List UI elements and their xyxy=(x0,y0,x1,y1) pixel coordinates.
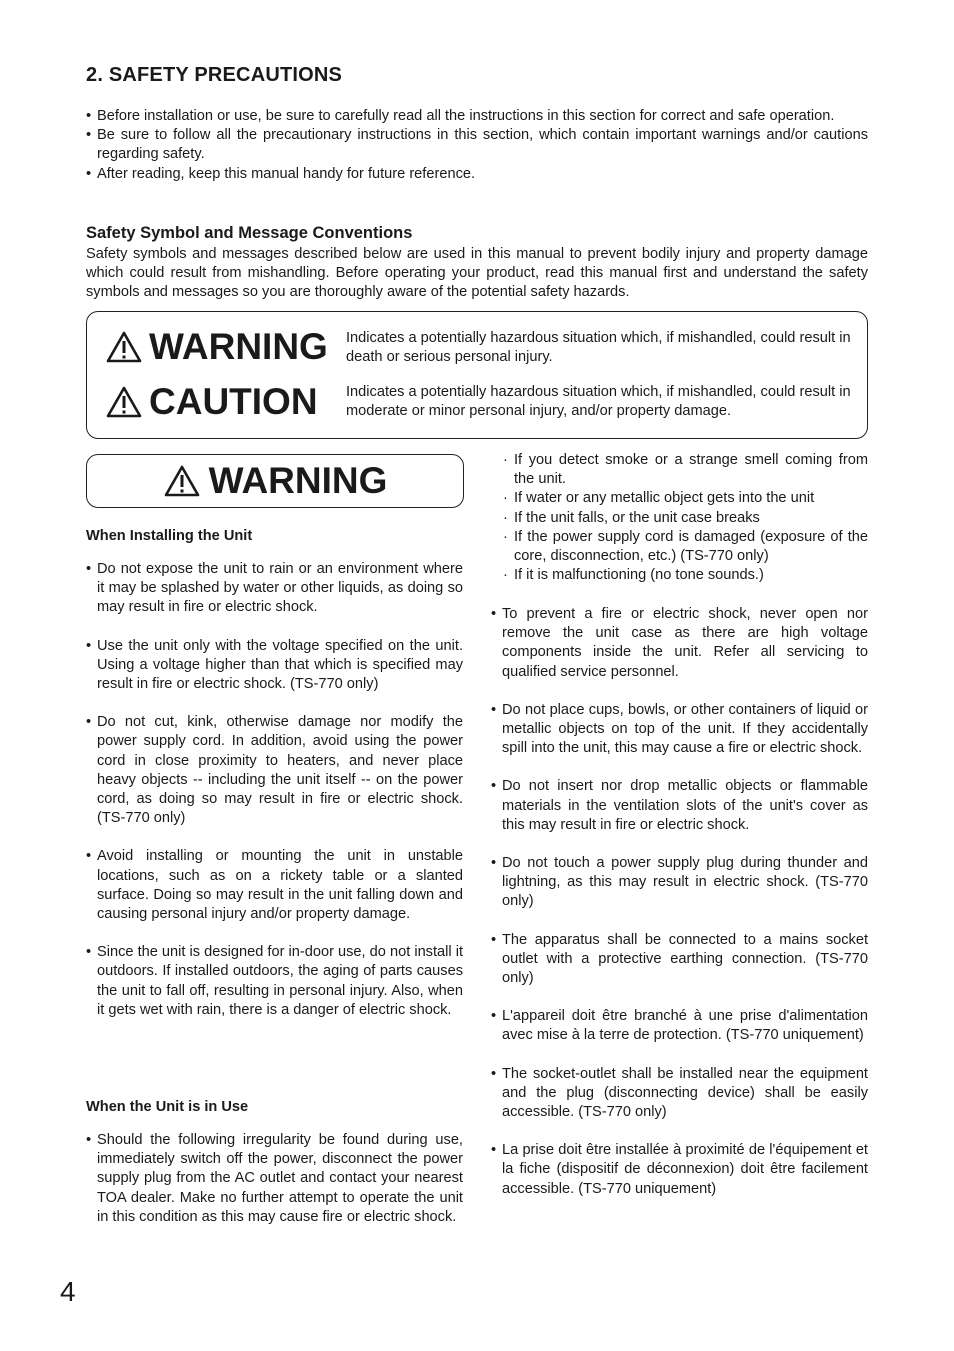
caution-description: Indicates a potentially hazardous situation which, if mishandled, could result in moderate or minor personal injury, and/or property damage. xyxy=(346,384,851,420)
warning-item: • Do not touch a power supply plug during thunder and lightning, as this may result in electric shock. (TS-770 only) xyxy=(491,854,868,912)
intro-item: • Be sure to follow all the precautionary instructions in this section, which contain important warnings and/or cautions regarding safety. xyxy=(86,126,868,164)
conventions-body: Safety symbols and messages described below are used in this manual to prevent bodily injury and property damage which could result from mishandling. Before operating your product, read this manual first and understand the safety symbols and messages so you are thoroughly aware of the potential safety hazards. xyxy=(86,246,868,301)
right-warning-list xyxy=(491,605,868,1218)
caution-triangle-icon xyxy=(105,385,143,419)
warning-item: • Should the following irregularity be found during use, immediately switch off the power, disconnect the power supply plug from the AC outlet and contact your nearest TOA dealer. Make no further attempt to operate the unit in this condition as this may cause fire or electric shock. xyxy=(86,1131,463,1227)
warning-item: • Do not cut, kink, otherwise damage nor modify the power supply cord. In addition, avoid using the power cord in close proximity to heaters, and never place heavy objects -- including the unit itself -- on the power cord, as doing so may result in fire or electric shock. (TS-770 only) xyxy=(86,713,463,828)
irregularity-item: · If the power supply cord is damaged (exposure of the core, disconnection, etc.) (TS-770 only) xyxy=(502,528,868,566)
irregularity-item: · If water or any metallic object gets into the unit xyxy=(502,489,868,508)
warning-item: • La prise doit être installée à proximité de l'équipement et la fiche (dispositif de déconnexion) doit être facilement accessible. (TS-770 uniquement) xyxy=(491,1141,868,1199)
intro-item: • After reading, keep this manual handy for future reference. xyxy=(86,165,868,184)
warning-banner xyxy=(86,454,464,508)
warning-item: • Use the unit only with the voltage specified on the unit. Using a voltage higher than that which is specified may result in fire or electric shock. (TS-770 only) xyxy=(86,637,463,695)
warning-item: • Since the unit is designed for in-door use, do not install it outdoors. If installed outdoors, the aging of parts causes the unit to fall off, resulting in personal injury. Also, when it gets wet with rain, there is a danger of electric shock. xyxy=(86,943,463,1020)
page-number: 4 xyxy=(60,1276,76,1307)
warning-item: • Do not place cups, bowls, or other containers of liquid or metallic objects on top of the unit. If they accidentally spill into the unit, this may cause a fire or electric shock. xyxy=(491,701,868,759)
warning-item: • The socket-outlet shall be installed near the equipment and the plug (disconnecting device) shall be easily accessible. (TS-770 only) xyxy=(491,1065,868,1123)
warning-item: • The apparatus shall be connected to a mains socket outlet with a protective earthing connection. (TS-770 only) xyxy=(491,931,868,989)
warning-label: WARNING xyxy=(149,326,328,367)
caution-label: CAUTION xyxy=(149,381,318,422)
in-use-subheading: When the Unit is in Use xyxy=(86,1099,249,1115)
warning-item: • L'appareil doit être branché à une prise d'alimentation avec mise à la terre de protection. (TS-770 uniquement) xyxy=(491,1007,868,1045)
warning-triangle-icon xyxy=(105,330,143,364)
symbol-legend-box xyxy=(86,311,868,439)
irregularity-item: · If the unit falls, or the unit case breaks xyxy=(502,509,868,528)
warning-item: • Do not insert nor drop metallic objects or flammable materials in the ventilation slots of the unit's cover as this may result in fire or electric shock. xyxy=(491,777,868,835)
installing-list xyxy=(86,560,463,1039)
caution-signal xyxy=(105,381,318,423)
warning-signal xyxy=(105,326,328,368)
in-use-list xyxy=(86,1131,463,1246)
warning-item: • To prevent a fire or electric shock, never open nor remove the unit case as there are high voltage components inside the unit. Refer all servicing to qualified service personnel. xyxy=(491,605,868,682)
warning-description: Indicates a potentially hazardous situation which, if mishandled, could result in death or serious personal injury. xyxy=(346,330,851,366)
conventions-title: Safety Symbol and Message Conventions xyxy=(86,224,413,242)
intro-item: • Before installation or use, be sure to carefully read all the instructions in this section for correct and safe operation. xyxy=(86,107,868,126)
intro-list xyxy=(86,107,868,184)
warning-item: • Do not expose the unit to rain or an environment where it may be splashed by water or other liquids, as doing so may result in fire or electric shock. xyxy=(86,560,463,618)
warning-banner-label: WARNING xyxy=(208,460,388,501)
installing-subheading: When Installing the Unit xyxy=(86,528,253,544)
section-title: 2. SAFETY PRECAUTIONS xyxy=(86,64,343,86)
irregularity-list xyxy=(502,451,868,585)
irregularity-item: · If you detect smoke or a strange smell coming from the unit. xyxy=(502,451,868,489)
irregularity-item: · If it is malfunctioning (no tone sounds.) xyxy=(502,566,868,585)
warning-item: • Avoid installing or mounting the unit in unstable locations, such as on a rickety table or a slanted surface. Doing so may result in the unit falling down and causing personal injury and/or property damage. xyxy=(86,847,463,924)
warning-triangle-icon xyxy=(163,464,201,498)
